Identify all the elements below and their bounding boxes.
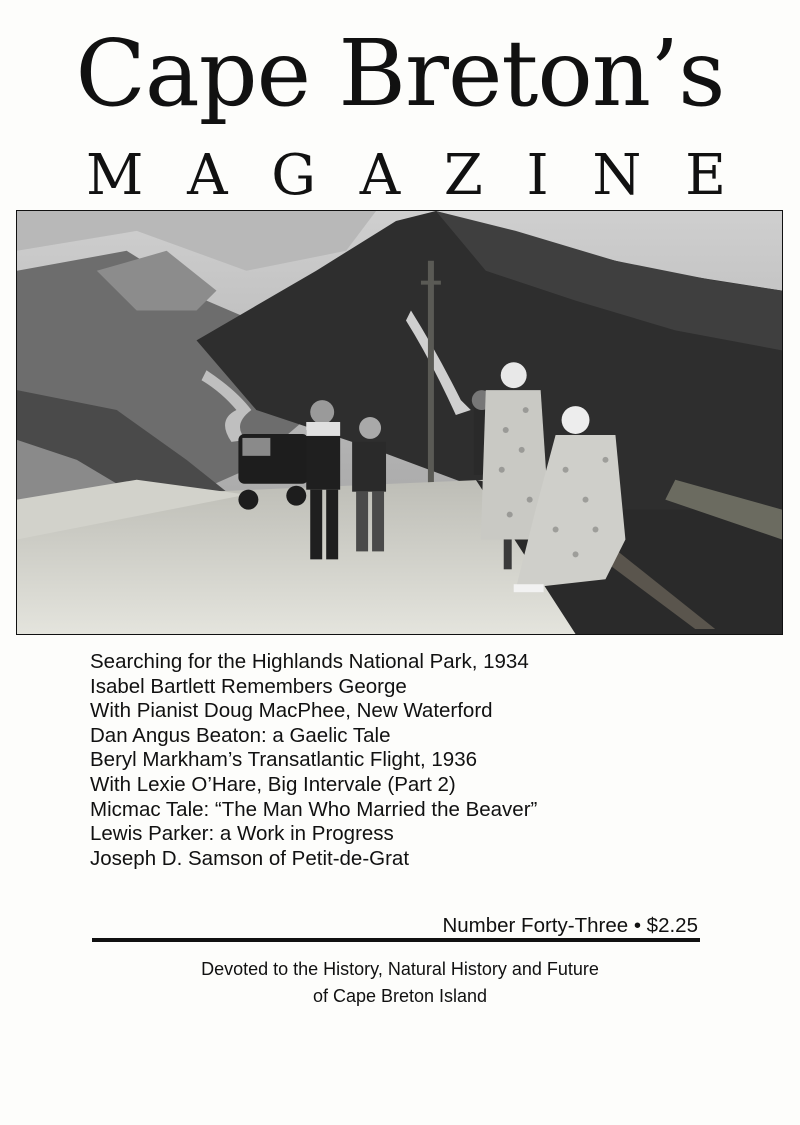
- tagline: [100, 956, 700, 1010]
- subtitle-letter: A: [359, 143, 401, 208]
- list-item: Joseph D. Samson of Petit-de-Grat: [90, 846, 410, 870]
- subtitle-letter: E: [685, 143, 726, 208]
- list-item: Dan Angus Beaton: a Gaelic Tale: [90, 723, 391, 747]
- tagline-line-1: Devoted to the History, Natural History and Future: [201, 959, 599, 979]
- magazine-title: Cape Breton’s: [75, 20, 725, 127]
- historic-photo-icon: [17, 211, 782, 634]
- magazine-subtitle: [86, 143, 726, 208]
- subtitle-letter: A: [187, 143, 228, 208]
- list-item: Beryl Markham’s Transatlantic Flight, 1936: [90, 748, 478, 772]
- list-item: Micmac Tale: “The Man Who Married the Beaver”: [90, 797, 538, 821]
- list-item: Searching for the Highlands National Park, 1934: [90, 650, 529, 673]
- list-item: Lewis Parker: a Work in Progress: [90, 822, 394, 846]
- subtitle-letter: G: [271, 143, 316, 208]
- list-item: With Pianist Doug MacPhee, New Waterford: [90, 699, 493, 723]
- list-item: Isabel Bartlett Remembers George: [90, 674, 407, 698]
- subtitle-letter: Z: [443, 143, 483, 208]
- divider-rule: [92, 938, 700, 942]
- tagline-line-2: of Cape Breton Island: [312, 986, 488, 1006]
- subtitle-letter: N: [592, 143, 642, 208]
- list-item: With Lexie O’Hare, Big Intervale (Part 2): [90, 772, 456, 796]
- table-of-contents: [90, 650, 730, 871]
- cover-photo: [16, 210, 783, 635]
- subtitle-letter: I: [526, 143, 549, 208]
- subtitle-letter: M: [86, 143, 144, 208]
- issue-number-price: Number Forty-Three • $2.25: [442, 914, 698, 937]
